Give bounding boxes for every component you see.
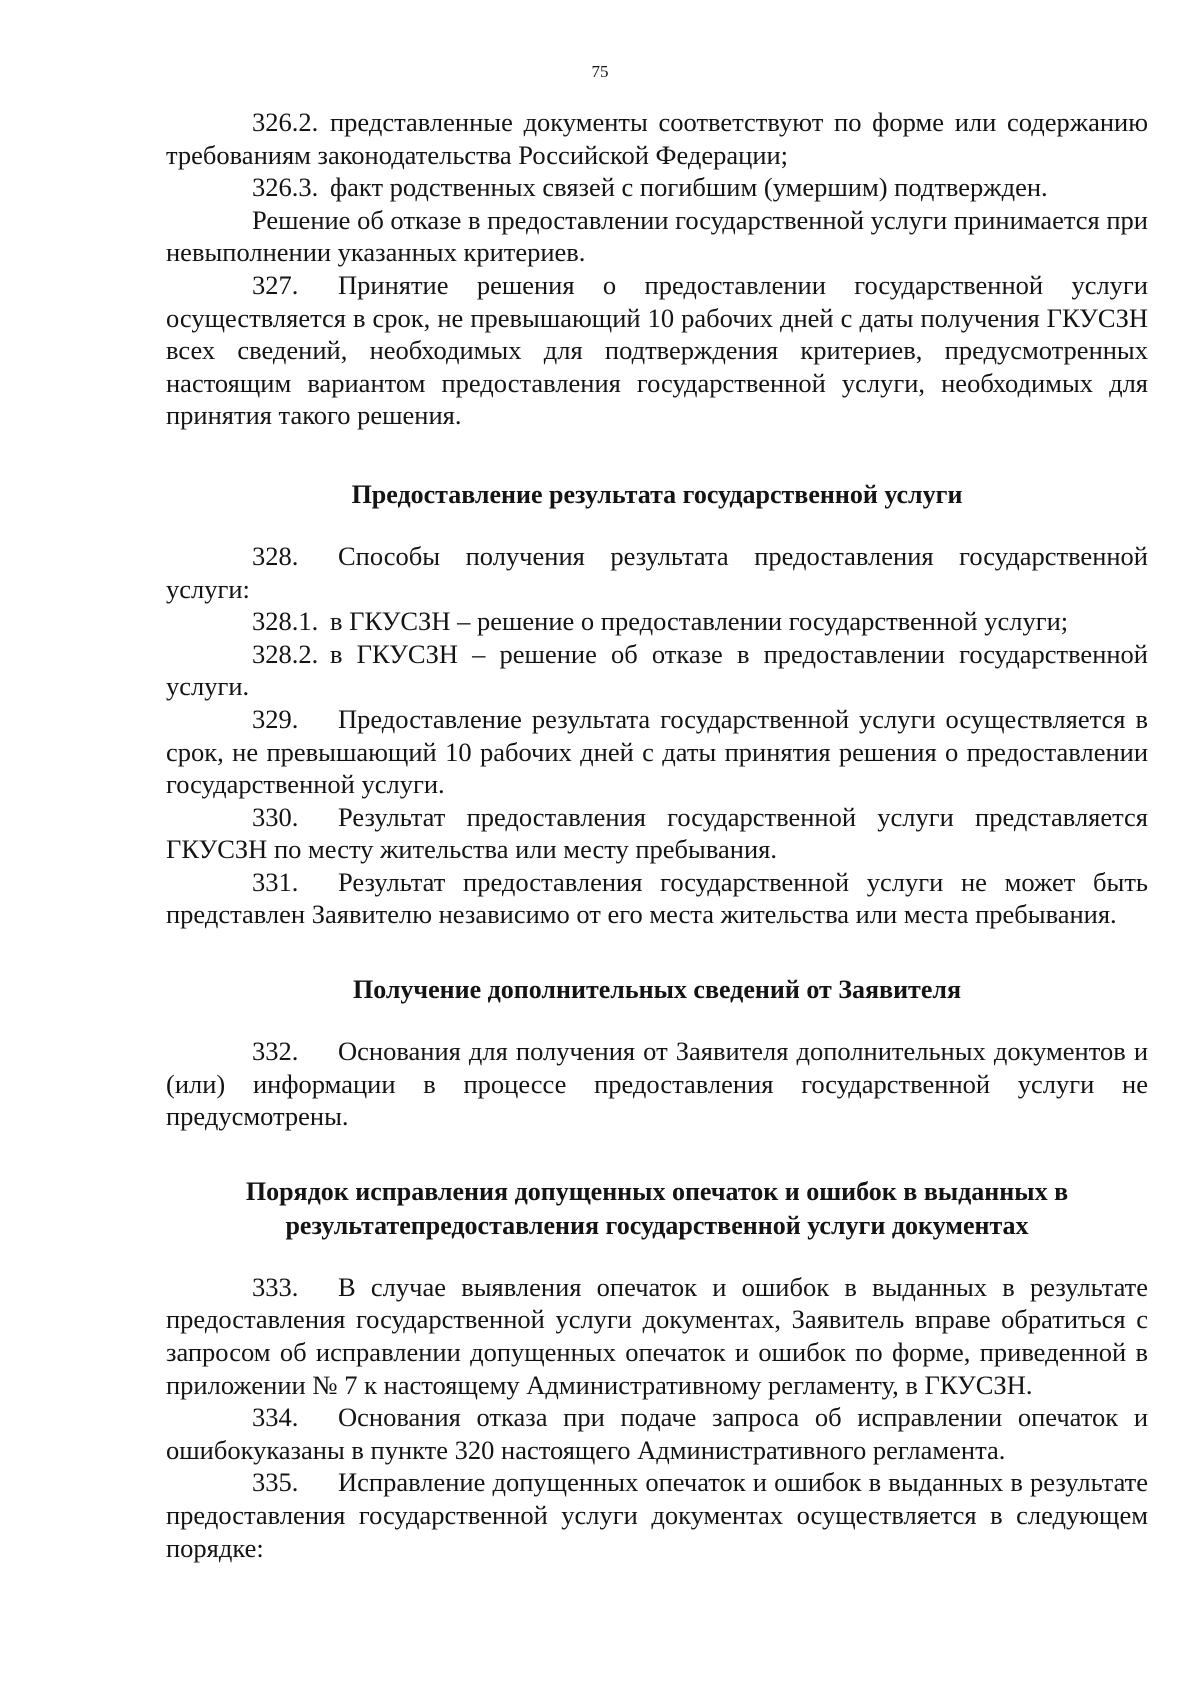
clause-number: 328.2.	[252, 638, 319, 669]
paragraph-328	[166, 540, 1148, 605]
clause-number: 328.1.	[252, 606, 319, 637]
section-heading-additional-info: Получение дополнительных сведений от Заявителя	[352, 975, 962, 1005]
section-heading-result: Предоставление результата государственной услуги	[351, 479, 963, 509]
clause-text: В случае выявления опечаток и ошибок в выданных в результате предоставления государственной услуги документах, Заявитель вправе обратиться с запросом об исправлении допущенных опечаток и ошибок по форме, приведенной в приложении № 7 к настоящему Административному регламенту, в ГКУСЗН.	[166, 1271, 1148, 1400]
clause-text: Основания для получения от Заявителя дополнительных документов и (или) информации в процессе предоставления государственной услуги не предусмотрены.	[166, 1036, 1148, 1132]
clause-number: 330.	[252, 801, 299, 832]
clause-text: Предоставление результата государственной услуги осуществляется в срок, не превышающий 10 рабочих дней с даты принятия решения о предоставлении государственной услуги.	[166, 703, 1148, 800]
section-heading-corrections	[166, 1175, 1148, 1243]
paragraph-332	[166, 1035, 1148, 1133]
section-heading-line-2: результатепредоставления государственной услуги документах	[285, 1210, 1029, 1240]
paragraph-335	[166, 1466, 1148, 1564]
clause-text: Принятие решения о предоставлении государственной услуги осуществляется в срок, не превышающий 10 рабочих дней с даты получения ГКУСЗН всех сведений, необходимых для подтверждения критериев, предусмотренных настоящим вариантом предоставления государственной услуги, необходимых для принятия такого решения.	[166, 269, 1148, 431]
document-body	[166, 106, 1148, 1564]
clause-text: Результат предоставления государственной услуги представляется ГКУСЗН по месту жительства или месту пребывания.	[166, 801, 1148, 865]
clause-number: 332.	[252, 1036, 299, 1067]
clause-text: Результат предоставления государственной услуги не может быть представлен Заявителю независимо от его места жительства или места пребывания.	[166, 866, 1148, 930]
clause-number: 326.2.	[252, 107, 319, 137]
clause-text: в ГКУСЗН – решение об отказе в предоставлении государственной услуги.	[166, 638, 1148, 702]
clause-text: Способы получения результата предоставления государственной услуги:	[166, 540, 1148, 604]
paragraph-330	[166, 801, 1148, 866]
clause-text: Решение об отказе в предоставлении государственной услуги принимается при невыполнении указанных критериев.	[166, 204, 1148, 268]
page-number: 75	[591, 62, 609, 81]
clause-number: 334.	[252, 1402, 299, 1433]
paragraph-331	[166, 866, 1148, 931]
paragraph-328-1	[166, 605, 1148, 638]
section-heading-line-1: Порядок исправления допущенных опечаток и ошибок в выданных в	[245, 1176, 1069, 1206]
paragraph-326-2	[166, 106, 1148, 171]
paragraph-refusal-decision	[166, 204, 1148, 269]
clause-number: 327.	[252, 269, 299, 300]
paragraph-329	[166, 703, 1148, 801]
paragraph-328-2	[166, 638, 1148, 703]
paragraph-327	[166, 269, 1148, 432]
clause-number: 329.	[252, 703, 299, 734]
clause-text: в ГКУСЗН – решение о предоставлении государственной услуги;	[330, 606, 1069, 637]
paragraph-334	[166, 1401, 1148, 1466]
paragraph-326-3	[166, 171, 1148, 204]
clause-text: представленные документы соответствуют по форме или содержанию требованиям законодательства Российской Федерации;	[166, 107, 1148, 170]
clause-number: 326.3.	[252, 172, 319, 203]
clause-number: 331.	[252, 866, 299, 897]
clause-text: факт родственных связей с погибшим (умершим) подтвержден.	[330, 172, 1048, 203]
clause-text: Исправление допущенных опечаток и ошибок в выданных в результате предоставления государственной услуги документах осуществляется в следующем порядке:	[166, 1467, 1148, 1563]
clause-number: 328.	[252, 540, 299, 571]
clause-text: Основания отказа при подаче запроса об исправлении опечаток и ошибокуказаны в пункте 320 настоящего Административного регламента.	[166, 1402, 1148, 1465]
clause-number: 333.	[252, 1271, 299, 1302]
clause-number: 335.	[252, 1467, 299, 1498]
paragraph-333	[166, 1271, 1148, 1401]
